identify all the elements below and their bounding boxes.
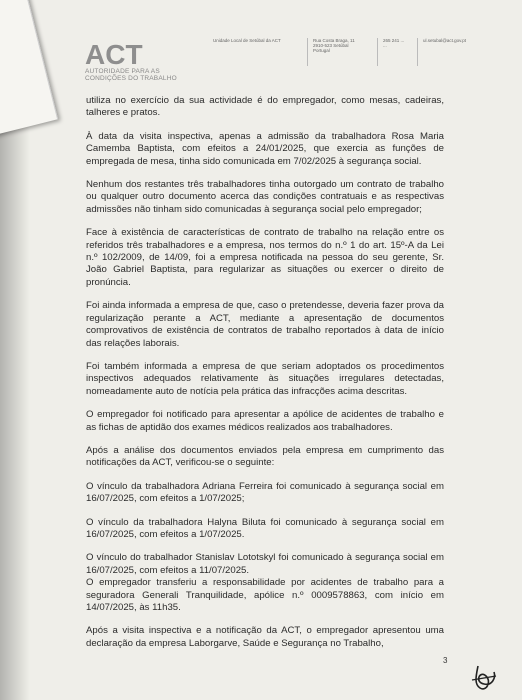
unit-address: Rua Costa Braga, 11 2910-523 Setúbal Portugal [313, 38, 355, 53]
page-number: 3 [443, 656, 448, 665]
paragraph: Após a visita inspectiva e a notificação da ACT, o empregador apresentou uma declaração da empresa Laborgarve, Saúde e Segurança no Trabalho, [86, 625, 444, 649]
unit-phone: 265 241 ... ... [383, 38, 405, 48]
handwritten-initials [470, 662, 500, 694]
letterhead [85, 38, 505, 88]
paragraph: O vínculo do trabalhador Stanislav Lototskyl foi comunicado à segurança social em 16/07/2025, com efeitos a 11/07/2025. [86, 552, 444, 576]
paragraph: O empregador foi notificado para apresentar a apólice de acidentes de trabalho e as fichas de aptidão dos exames médicos realizados aos trabalhadores. [86, 409, 444, 433]
unit-email: ul.setubal@act.gov.pt [423, 38, 467, 43]
header-divider [417, 38, 418, 66]
paragraph: Foi também informada a empresa de que seriam adoptados os procedimentos inspectivos adequados relativamente às situações irregulares detectadas, nomeadamente auto de notícia pela prática das infracções acima descritas. [86, 360, 444, 397]
paragraph: Face à existência de características de contrato de trabalho na relação entre os referidos três trabalhadores e a empresa, nos termos do n.º 1 do art. 15º-A da Lei n.º 102/2009, de 14/09, foi a empresa notificada na pessoa do seu gerente, Sr. João Gabriel Baptista, para regularizar as situações ou exercer o direito de pronúncia. [86, 227, 444, 288]
paragraph: Após a análise dos documentos enviados pela empresa em cumprimento das notificações da ACT, verificou-se o seguinte: [86, 444, 444, 469]
paragraph: Nenhum dos restantes três trabalhadores tinha outorgado um contrato de trabalho ou qualquer outro documento acerca das condições contratuais e as respectivas admissões não tinham sido comunicadas à segurança social pelo empregador; [86, 179, 444, 215]
act-logo [85, 38, 195, 88]
paragraph: Foi ainda informada a empresa de que, caso o pretendesse, deveria fazer prova da regularização perante a ACT, mediante a apresentação de documentos comprovativos de existência de contratos de trabalho reportados à data de início das relações laborais. [86, 300, 444, 349]
paragraph: O vínculo da trabalhadora Adriana Ferreira foi comunicado à segurança social em 16/07/2025, com efeitos a 1/07/2025; [86, 480, 444, 505]
act-logo-mark [85, 40, 185, 68]
paragraph: utiliza no exercício da sua actividade é do empregador, como mesas, cadeiras, talheres e pratos. [86, 95, 444, 119]
header-divider [377, 38, 378, 66]
act-logo-subtitle: AUTORIDADE PARA AS CONDIÇÕES DO TRABALHO [85, 68, 177, 82]
underlying-sheet [0, 0, 58, 136]
svg-text:ACT: ACT [85, 40, 143, 68]
paragraph: O vínculo da trabalhadora Halyna Biluta foi comunicado à segurança social em 16/07/2025, com efeitos a 1/07/2025. [86, 516, 444, 540]
report-body [86, 95, 444, 661]
paragraph: O empregador transferiu a responsabilidade por acidentes de trabalho para a seguradora Generali Tranquilidade, apólice n.º 0009578863, com início em 14/07/2025, às 11h35. [86, 577, 444, 613]
paragraph: À data da visita inspectiva, apenas a admissão da trabalhadora Rosa Maria Camemba Baptista, com efeitos a 24/01/2025, que exercia as funções de empregada de mesa, tinha sido comunicada em 7/02/2025 à segurança social. [86, 130, 444, 167]
header-divider [307, 38, 308, 66]
unit-name: Unidade Local de Setúbal da ACT [213, 38, 281, 43]
